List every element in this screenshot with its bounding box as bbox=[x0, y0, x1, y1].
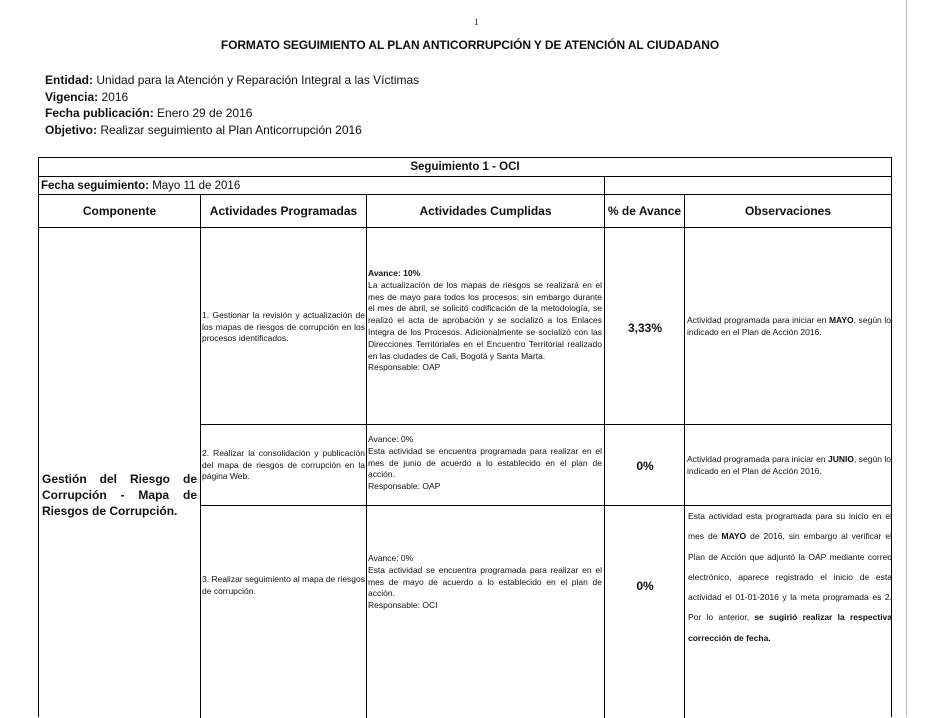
header-avance: % de Avance bbox=[605, 195, 685, 228]
header-observaciones: Observaciones bbox=[685, 195, 891, 228]
fecha-publicacion-line: Fecha publicación: Enero 29 de 2016 bbox=[45, 106, 253, 120]
observacion-2: Actividad programada para iniciar en JUNIO, según lo indicado en el Plan de Acción 2016. bbox=[687, 454, 891, 476]
section-title: Seguimiento 1 - OCI bbox=[39, 158, 891, 177]
cumplida-2: Avance: 0% Esta actividad se encuentra programada para realizar en el mes de junio de acuerdo a lo establecido en el plan de acción. Responsable: OAP bbox=[368, 434, 602, 492]
document-meta bbox=[45, 72, 419, 138]
entidad-line: Entidad: Unidad para la Atención y Reparación Integral a las Víctimas bbox=[45, 73, 420, 87]
cumplida-3: Avance: 0% Esta actividad se encuentra programada para realizar en el mes de mayo de acuerdo a lo establecido en el plan de acción. Responsable: OCI bbox=[368, 553, 602, 611]
document-title: FORMATO SEGUIMIENTO AL PLAN ANTICORRUPCIÓN Y DE ATENCIÓN AL CIUDADANO bbox=[220, 38, 720, 52]
fecha-seguimiento: Fecha seguimiento: Mayo 11 de 2016 bbox=[39, 177, 605, 195]
programada-2: 2. Realizar la consolidación y publicación del mapa de riesgos de corrupción en la página Web. bbox=[202, 448, 365, 481]
programada-1: 1. Gestionar la revisión y actualización de los mapas de riesgos de corrupción en los procesos identificados. bbox=[202, 310, 365, 343]
cumplida-1: Avance: 10% La actualización de los mapas de riesgos se realizará en el mes de mayo para todos los procesos; sin embargo durante el mes de abril, se solicitó codificación de la metodología, se realizó el acta de aprobación y se socializó a los Enlaces Integra de los Procesos. Adicionalmente se socializó con las Direcciones Territoriales en el Encuentro Territorial realizado en las ciudades de Cali, Bogotá y Santa Marta. Responsable: OAP bbox=[368, 268, 602, 373]
seguimiento-table bbox=[38, 157, 892, 717]
observacion-1: Actividad programada para iniciar en MAYO, según lo indicado en el Plan de Acción 2016. bbox=[687, 315, 891, 337]
objetivo-line: Objetivo: Realizar seguimiento al Plan Anticorrupción 2016 bbox=[45, 122, 362, 137]
col-divider bbox=[684, 228, 685, 718]
header-programadas: Actividades Programadas bbox=[201, 195, 367, 228]
vigencia-line: Vigencia: 2016 bbox=[45, 89, 129, 104]
avance-1: 3,33% bbox=[627, 321, 663, 335]
avance-3: 0% bbox=[636, 579, 654, 593]
avance-2: 0% bbox=[636, 459, 654, 473]
programada-3: 3. Realizar seguimiento al mapa de riesgos de corrupción. bbox=[202, 574, 366, 596]
col-divider bbox=[200, 228, 201, 718]
col-divider bbox=[604, 228, 605, 718]
componente-label: Gestión del Riesgo de Corrupción - Mapa de Riesgos de Corrupción. bbox=[42, 472, 197, 518]
header-cumplidas: Actividades Cumplidas bbox=[367, 195, 605, 228]
page-edge-line bbox=[906, 0, 907, 717]
row-divider bbox=[200, 424, 891, 425]
col-divider bbox=[366, 228, 367, 718]
page-number: 1 bbox=[474, 17, 479, 27]
fecha-seguimiento-empty bbox=[605, 177, 891, 195]
header-componente: Componente bbox=[39, 195, 201, 228]
observacion-3: Esta actividad esta programada para su inicio en el mes de MAYO de 2016, sin embargo al verificar el Plan de Acción que adjuntó la OAP mediante correo electrónico, aparece registrado el inicio de esta actividad el 01-01-2016 y la meta programada es 2. Por lo anterior, se sugirió realizar la respectiva corrección de fecha. bbox=[688, 511, 893, 643]
